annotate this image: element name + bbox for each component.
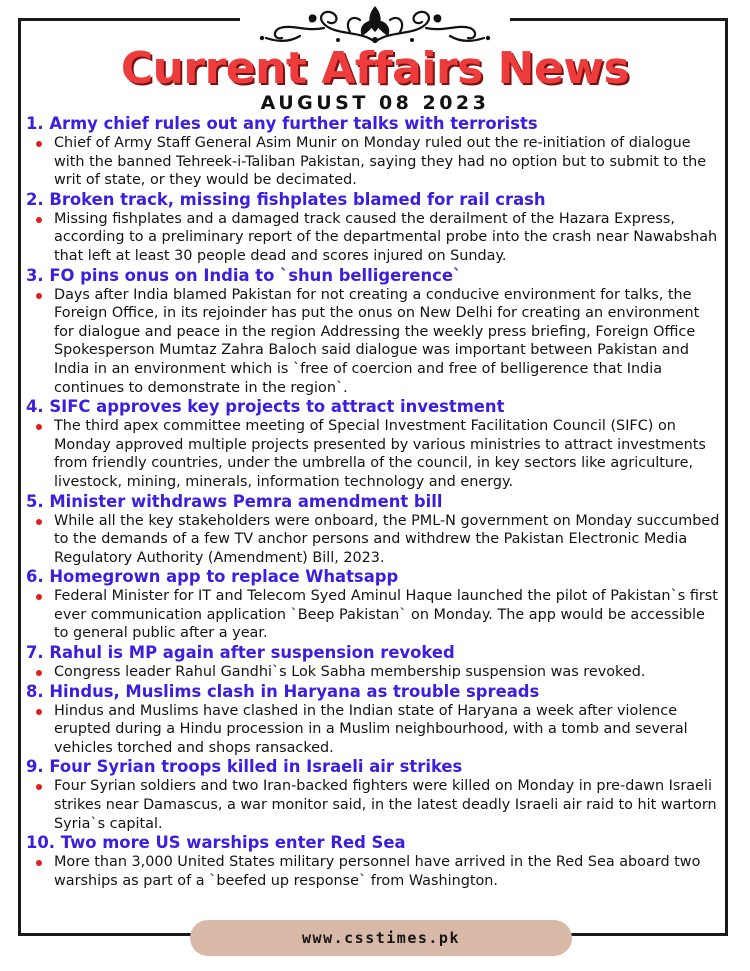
news-summary bbox=[26, 134, 722, 190]
news-summary bbox=[26, 512, 722, 568]
bullet-icon bbox=[36, 519, 42, 525]
news-headline: 7. Rahul is MP again after suspension revoked bbox=[26, 643, 455, 663]
news-item bbox=[26, 492, 722, 568]
news-headline: 1. Army chief rules out any further talks with terrorists bbox=[26, 114, 538, 133]
news-headline: 3. FO pins onus on India to `shun belligerence` bbox=[26, 265, 462, 285]
news-summary-text: Federal Minister for IT and Telecom Syed Aminul Haque launched the pilot of Pakistan`s first ever communication application `Beep Pakistan` on Monday. The app would be accessible to general public after a year. bbox=[54, 588, 718, 642]
news-headline: 5. Minister withdraws Pemra amendment bill bbox=[26, 491, 443, 511]
news-summary-text: More than 3,000 United States military personnel have arrived in the Red Sea aboard two warships as part of a `beefed up response` from Washington. bbox=[54, 854, 701, 889]
bullet-icon bbox=[36, 141, 42, 147]
news-summary bbox=[26, 777, 722, 833]
news-summary-text: Missing fishplates and a damaged track caused the derailment of the Hazara Express, according to a preliminary report of the departmental probe into the crash near Nawabshah that left at least 30 people dead and scores injured on Sunday. bbox=[54, 210, 718, 264]
flourish-icon bbox=[240, 2, 510, 46]
news-summary bbox=[26, 663, 722, 682]
news-item bbox=[26, 833, 722, 890]
bullet-icon bbox=[36, 784, 42, 790]
news-summary-text: Days after India blamed Pakistan for not creating a conducive environment for talks, the Foreign Office, in its rejoinder has put the onus on New Delhi for creating an environment for dialogue and peace in the region Addressing the weekly press briefing, Foreign Office Spokesperson Mumtaz Zahra Baloch said dialogue was important between Pakistan and India in an environment which is `free of coercion and free of belligerence that India continues to demonstrate in the region`. bbox=[54, 286, 700, 396]
news-headline: 4. SIFC approves key projects to attract investment bbox=[26, 397, 505, 417]
website-link[interactable]: www.csstimes.pk bbox=[190, 920, 572, 956]
news-summary bbox=[26, 702, 722, 758]
news-headline: 10. Two more US warships enter Red Sea bbox=[26, 833, 406, 853]
bullet-icon bbox=[36, 217, 42, 223]
news-summary-text: Congress leader Rahul Gandhi`s Lok Sabha membership suspension was revoked. bbox=[54, 664, 646, 681]
news-item bbox=[26, 567, 722, 643]
news-headline: 6. Homegrown app to replace Whatsapp bbox=[26, 567, 399, 587]
news-summary bbox=[26, 853, 722, 890]
news-summary-text: Four Syrian soldiers and two Iran-backed fighters were killed on Monday in pre-dawn Israeli strikes near Damascus, a war monitor said, in the latest deadly Israeli air raid to hit wartorn Syria`s capital. bbox=[54, 778, 717, 832]
bullet-icon bbox=[36, 709, 42, 715]
news-headline: 2. Broken track, missing fishplates blamed for rail crash bbox=[26, 189, 546, 209]
news-item bbox=[26, 757, 722, 833]
news-item bbox=[26, 266, 722, 398]
news-item bbox=[26, 397, 722, 491]
news-headline: 8. Hindus, Muslims clash in Haryana as trouble spreads bbox=[26, 681, 540, 701]
news-item bbox=[26, 643, 722, 682]
news-summary-text: While all the key stakeholders were onboard, the PML-N government on Monday succumbed to the demands of a few TV anchor persons and withdrew the Pakistan Electronic Media Regulatory Authority (Amendment) Bill, 2023. bbox=[54, 512, 720, 566]
bullet-icon bbox=[36, 594, 42, 600]
news-summary bbox=[26, 286, 722, 398]
news-summary-text: The third apex committee meeting of Special Investment Facilitation Council (SIFC) on Monday approved multiple projects presented by various ministries to attract investments from friendly countries, under the umbrella of the council, in key sectors like agriculture, livestock, mining, minerals, information technology and energy. bbox=[54, 418, 706, 490]
page-title: Current Affairs News bbox=[120, 43, 630, 94]
bullet-icon bbox=[36, 424, 42, 430]
news-headline: 9. Four Syrian troops killed in Israeli air strikes bbox=[26, 757, 463, 777]
issue-date: AUGUST 08 2023 bbox=[260, 92, 490, 114]
news-item bbox=[26, 190, 722, 266]
bullet-icon bbox=[36, 293, 42, 299]
news-item bbox=[26, 682, 722, 758]
news-summary-text: Chief of Army Staff General Asim Munir on Monday ruled out the re-initiation of dialogue with the banned Tehreek-i-Taliban Pakistan, saying they had no option but to submit to the writ of state, or they would be decimated. bbox=[54, 135, 707, 189]
news-list bbox=[26, 114, 722, 890]
news-summary bbox=[26, 587, 722, 643]
news-summary-text: Hindus and Muslims have clashed in the Indian state of Haryana a week after violence erupted during a Hindu procession in a Muslim neighbourhood, with a tomb and several vehicles torched and shops ransacked. bbox=[54, 702, 688, 756]
news-item bbox=[26, 114, 722, 190]
news-summary bbox=[26, 210, 722, 266]
ornament-flourish bbox=[240, 2, 510, 46]
bullet-icon bbox=[36, 860, 42, 866]
bullet-icon bbox=[36, 670, 42, 676]
news-summary bbox=[26, 417, 722, 491]
